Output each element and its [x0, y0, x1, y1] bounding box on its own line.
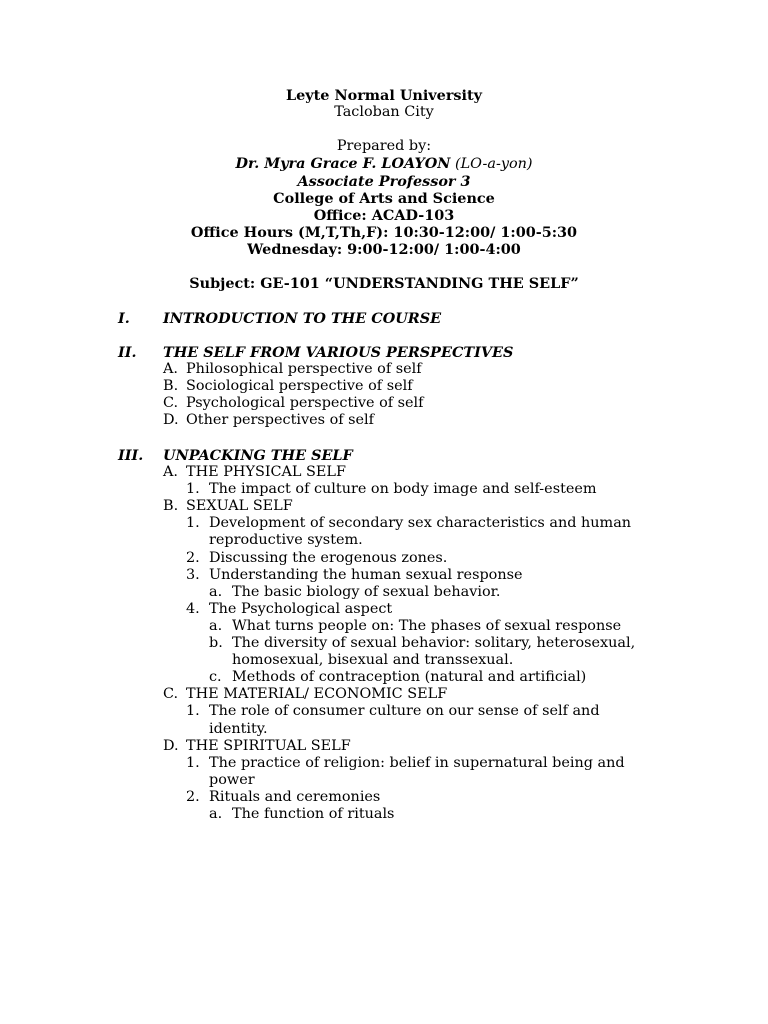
item-marker: 1.	[186, 754, 200, 771]
section-numeral: II.	[118, 344, 137, 361]
section-title: UNPACKING THE SELF	[163, 447, 353, 464]
item-marker: A.	[163, 361, 178, 378]
item-text: Other perspectives of self	[186, 412, 374, 429]
item-text: identity.	[209, 720, 268, 737]
section-items	[0, 464, 768, 823]
item-marker: B.	[163, 378, 179, 395]
item-marker: A.	[163, 464, 178, 481]
item-text: Sociological perspective of self	[186, 378, 413, 395]
section-1	[0, 310, 768, 327]
outline-item	[0, 806, 768, 823]
outline-item	[0, 738, 768, 755]
city-name: Tacloban City	[334, 104, 434, 120]
item-text: The diversity of sexual behavior: solitary, heterosexual,	[232, 635, 636, 652]
office-hours: Office Hours (M,T,Th,F): 10:30-12:00/ 1:00-5:30	[190, 224, 578, 241]
item-text: THE MATERIAL/ ECONOMIC SELF	[186, 686, 448, 703]
outline-item	[0, 412, 768, 429]
wednesday-hours: Wednesday: 9:00-12:00/ 1:00-4:00	[247, 241, 521, 258]
outline-item	[0, 498, 768, 515]
outline-item	[0, 635, 768, 652]
item-marker: c.	[209, 669, 222, 686]
outline-item	[0, 789, 768, 806]
item-text: Discussing the erogenous zones.	[209, 549, 448, 566]
item-marker: b.	[209, 635, 223, 652]
outline-item	[0, 772, 768, 789]
item-marker: a.	[209, 805, 223, 822]
outline-item	[0, 532, 768, 549]
author-pronunciation: (LO-a-yon)	[455, 156, 533, 172]
outline-item	[0, 601, 768, 618]
item-marker: 3.	[186, 566, 200, 583]
item-text: homosexual, bisexual and transsexual.	[232, 652, 514, 669]
section-3	[0, 447, 768, 823]
section-heading	[0, 310, 768, 327]
outline-item	[0, 703, 768, 720]
item-text: The role of consumer culture on our sense of self and	[209, 703, 600, 720]
item-text: The practice of religion: belief in supernatural being and	[209, 754, 625, 771]
item-marker: C.	[163, 395, 179, 412]
item-marker: a.	[209, 617, 223, 634]
prepared-by-label: Prepared by:	[336, 138, 432, 154]
section-title: THE SELF FROM VARIOUS PERSPECTIVES	[163, 344, 514, 361]
item-text: Methods of contraception (natural and artificial)	[232, 669, 587, 686]
outline-item	[0, 550, 768, 567]
item-marker: D.	[163, 737, 179, 754]
section-2	[0, 344, 768, 429]
item-text: reproductive system.	[209, 532, 363, 549]
item-text: Rituals and ceremonies	[209, 788, 381, 805]
item-text: power	[209, 771, 255, 788]
outline-item	[0, 395, 768, 412]
item-marker: 1.	[186, 703, 200, 720]
outline-item	[0, 669, 768, 686]
section-numeral: I.	[118, 310, 130, 327]
item-text: THE SPIRITUAL SELF	[186, 737, 351, 754]
author-position: Associate Professor 3	[297, 173, 471, 190]
item-text: Development of secondary sex characteristics and human	[209, 515, 632, 532]
item-marker: 1.	[186, 515, 200, 532]
author-name: Dr. Myra Grace F. LOAYON	[235, 155, 451, 172]
subject-title: Subject: GE-101 “UNDERSTANDING THE SELF”	[189, 275, 579, 292]
item-marker: C.	[163, 686, 179, 703]
outline-item	[0, 721, 768, 738]
item-marker: 4.	[186, 600, 200, 617]
item-text: What turns people on: The phases of sexual response	[232, 617, 622, 634]
item-marker: D.	[163, 412, 179, 429]
section-heading	[0, 447, 768, 464]
author-line	[0, 155, 768, 173]
section-numeral: III.	[118, 447, 144, 464]
outline-item	[0, 361, 768, 378]
item-marker: 2.	[186, 788, 200, 805]
item-text: The function of rituals	[232, 805, 395, 822]
item-text: Philosophical perspective of self	[186, 361, 422, 378]
university-name: Leyte Normal University	[286, 87, 482, 104]
outline-item	[0, 618, 768, 635]
item-text: THE PHYSICAL SELF	[186, 464, 346, 481]
item-text: The impact of culture on body image and self-esteem	[209, 481, 597, 498]
outline-item	[0, 481, 768, 498]
outline-item	[0, 584, 768, 601]
outline-item	[0, 378, 768, 395]
document-header	[0, 87, 768, 258]
item-text: The Psychological aspect	[209, 600, 393, 617]
section-title: INTRODUCTION TO THE COURSE	[163, 310, 442, 327]
outline-item	[0, 567, 768, 584]
office-location: Office: ACAD-103	[313, 207, 455, 224]
section-heading	[0, 344, 768, 361]
outline-item	[0, 464, 768, 481]
outline-item	[0, 515, 768, 532]
section-items	[0, 361, 768, 429]
item-text: The basic biology of sexual behavior.	[232, 583, 501, 600]
college-name: College of Arts and Science	[273, 190, 495, 207]
outline-item	[0, 755, 768, 772]
item-marker: B.	[163, 498, 179, 515]
item-text: Psychological perspective of self	[186, 395, 424, 412]
item-marker: 2.	[186, 549, 200, 566]
outline-item	[0, 686, 768, 703]
outline-item	[0, 652, 768, 669]
item-text: Understanding the human sexual response	[209, 566, 523, 583]
item-marker: a.	[209, 583, 223, 600]
item-text: SEXUAL SELF	[186, 498, 293, 515]
item-marker: 1.	[186, 481, 200, 498]
